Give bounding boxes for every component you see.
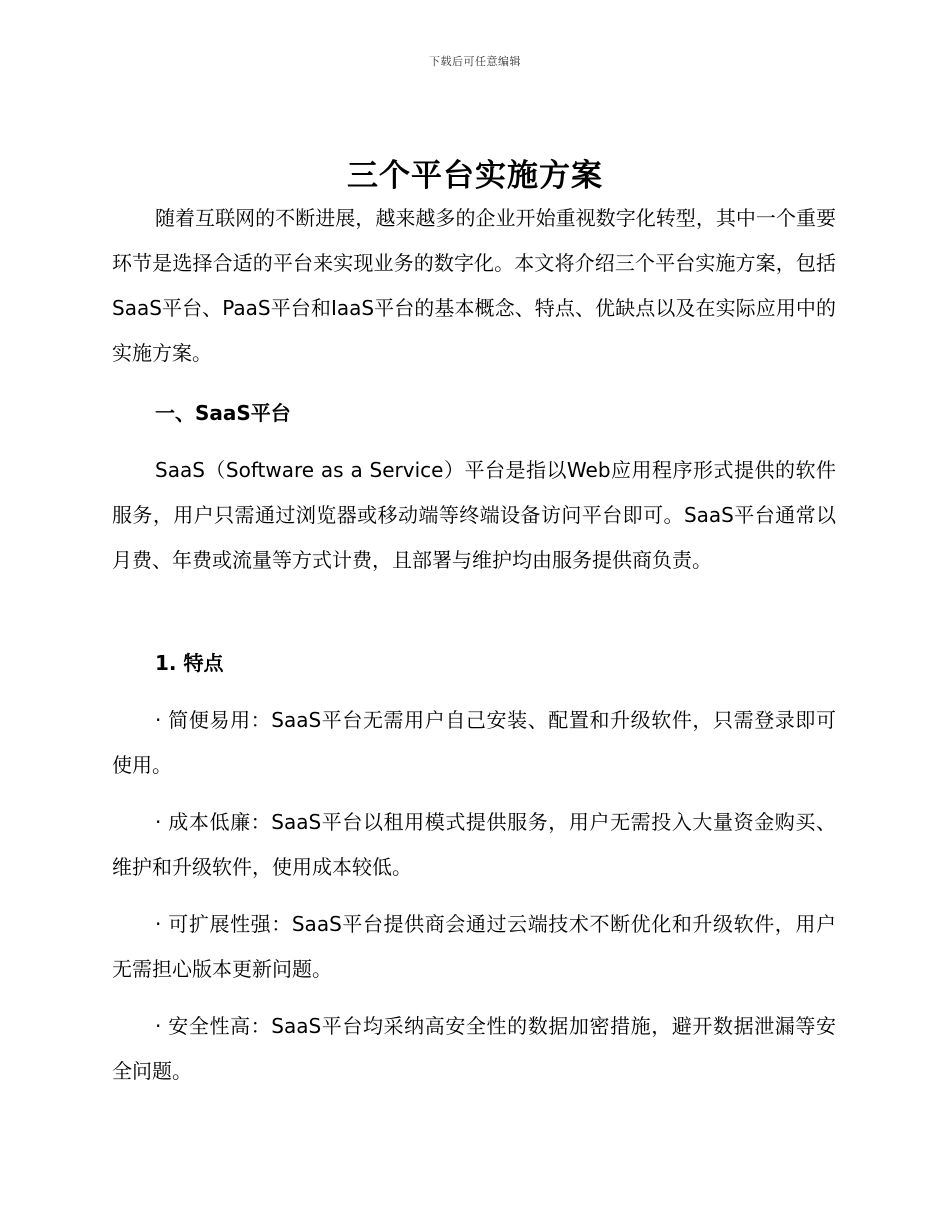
saas-description-paragraph: SaaS（Software as a Service）平台是指以Web应用程序形式提供的软件服务，用户只需通过浏览器或移动端等终端设备访问平台即可。SaaS平台通常以月费、年费或流量等方式计费，且部署与维护均由服务提供商负责。 — [112, 458, 836, 572]
features-heading-block — [112, 641, 836, 686]
feature-item-block — [112, 800, 836, 890]
feature-item: · 可扩展性强：SaaS平台提供商会通过云端技术不断优化和升级软件，用户无需担心版本更新问题。 — [112, 912, 836, 981]
feature-item-block — [112, 902, 836, 992]
feature-item: · 安全性高：SaaS平台均采纳高安全性的数据加密措施，避开数据泄漏等安全问题。 — [112, 1014, 836, 1083]
feature-item-block — [112, 698, 836, 788]
feature-item-block — [112, 1004, 836, 1094]
saas-description-block — [112, 448, 836, 583]
page-header-note: 下载后可任意编辑 — [429, 55, 521, 68]
features-subheading: 1. 特点 — [155, 651, 224, 675]
section-heading-saas: 一、SaaS平台 — [155, 401, 291, 425]
feature-item: · 成本低廉：SaaS平台以租用模式提供服务，用户无需投入大量资金购买、维护和升级软件，使用成本较低。 — [112, 810, 836, 879]
feature-item: · 简便易用：SaaS平台无需用户自己安装、配置和升级软件，只需登录即可使用。 — [112, 708, 836, 777]
section-saas — [112, 391, 836, 436]
intro-block — [112, 196, 836, 376]
intro-paragraph: 随着互联网的不断进展，越来越多的企业开始重视数字化转型，其中一个重要环节是选择合适的平台来实现业务的数字化。本文将介绍三个平台实施方案，包括SaaS平台、PaaS平台和IaaS平台的基本概念、特点、优缺点以及在实际应用中的实施方案。 — [112, 206, 836, 365]
document-title: 三个平台实施方案 — [347, 158, 603, 194]
